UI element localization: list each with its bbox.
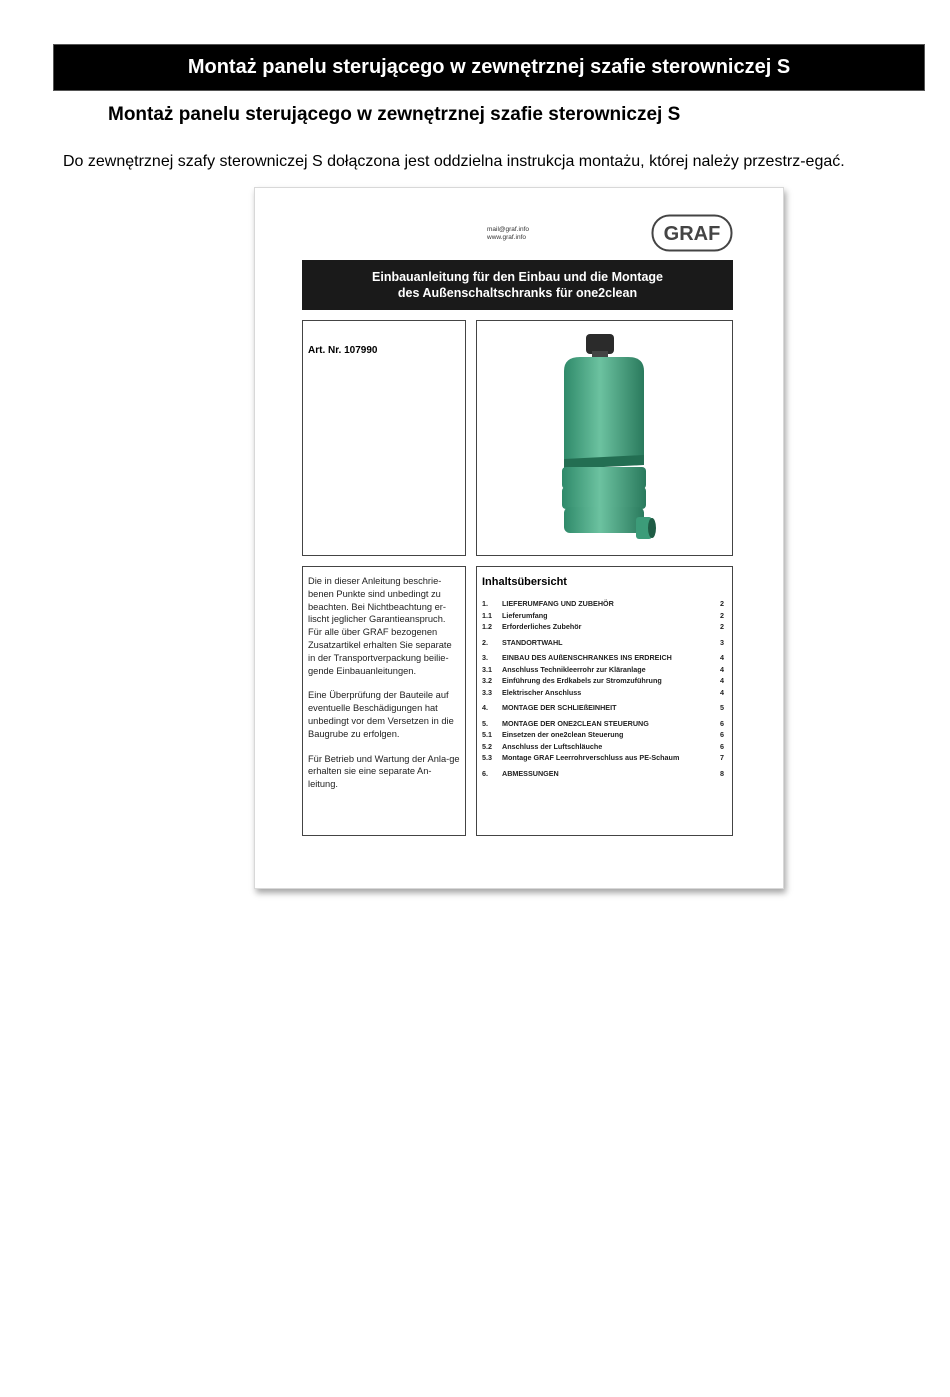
toc-page: 3 (720, 637, 724, 647)
article-box (302, 320, 466, 556)
toc-number: 5.3 (482, 753, 492, 762)
toc-number: 1.2 (482, 622, 492, 631)
manual-email: mail@graf.info (487, 226, 530, 233)
manual-title (302, 260, 733, 310)
toc-page: 2 (720, 622, 724, 631)
toc-number: 1.1 (482, 610, 492, 620)
graf-logo (651, 214, 733, 252)
toc-label: STANDORTWAHL (502, 637, 563, 647)
toc-page: 5 (720, 703, 724, 712)
toc-label: MONTAGE DER ONE2CLEAN STEUERUNG (502, 718, 649, 728)
toc-page: 4 (720, 653, 724, 662)
toc-label: ABMESSUNGEN (502, 768, 559, 778)
toc-label: MONTAGE DER SCHLIEßEINHEIT (502, 703, 617, 712)
manual-contact (487, 226, 529, 242)
toc-number: 4. (482, 703, 488, 712)
toc-label: Einführung des Erdkabels zur Stromzuführung (502, 676, 662, 685)
toc-label: Montage GRAF Leerrohrverschluss aus PE-Schaum (502, 753, 680, 762)
manual-web: www.graf.info (487, 234, 527, 241)
toc-number: 3.1 (482, 664, 492, 674)
toc-page: 4 (720, 676, 724, 685)
toc-row (482, 729, 724, 741)
toc-label: Erforderliches Zubehör (502, 622, 582, 631)
toc-row (482, 598, 724, 610)
toc-page: 6 (720, 741, 724, 751)
toc-number: 6. (482, 768, 488, 778)
toc-number: 5.1 (482, 730, 492, 739)
product-cabinet-illustration (550, 331, 660, 546)
toc-label: Anschluss der Luftschläuche (502, 741, 603, 751)
intro-paragraph: Do zewnętrznej szafy sterowniczej S dołączona jest oddzielna instrukcja montażu, której należy przestrz-egać. (63, 153, 845, 170)
toc-row (482, 718, 724, 730)
toc-label: Einsetzen der one2clean Steuerung (502, 730, 624, 739)
toc-number: 3. (482, 653, 488, 662)
toc-page: 2 (720, 610, 724, 620)
product-photo-box (476, 320, 733, 556)
toc-row (482, 621, 724, 633)
toc-label: EINBAU DES AUßENSCHRANKES INS ERDREICH (502, 653, 672, 662)
toc-row (482, 652, 724, 664)
note-paragraph: Für Betrieb und Wartung der Anla-ge erhalten sie eine separate An-leitung. (308, 753, 460, 790)
toc-number: 3.3 (482, 687, 492, 697)
toc-label: Anschluss Technikleerrohr zur Kläranlage (502, 664, 646, 674)
toc-row (482, 752, 724, 764)
toc-page: 6 (720, 730, 724, 739)
toc-row (482, 675, 724, 687)
manual-cover-image (254, 187, 784, 889)
toc-page: 6 (720, 718, 724, 728)
toc-number: 5.2 (482, 741, 492, 751)
note-paragraph: Eine Überprüfung der Bauteile auf eventuelle Beschädigungen hat unbedingt vor dem Versetzen in die Baugrube zu erfolgen. (308, 690, 454, 739)
toc-row (482, 687, 724, 699)
page-banner-title: Montaż panelu sterującego w zewnętrznej szafie sterowniczej S (53, 44, 925, 91)
toc-row (482, 741, 724, 753)
toc-row (482, 702, 724, 714)
notes-box (302, 566, 466, 836)
section-heading: Montaż panelu sterującego w zewnętrznej szafie sterowniczej S (108, 104, 681, 125)
toc-label: Elektrischer Anschluss (502, 687, 582, 697)
toc-page: 8 (720, 768, 724, 778)
toc-row (482, 768, 724, 780)
article-number: Art. Nr. 107990 (308, 345, 378, 356)
toc-label: Lieferumfang (502, 610, 548, 620)
graf-logo-text: GRAF (663, 223, 721, 245)
toc-row (482, 664, 724, 676)
note-paragraph: Die in dieser Anleitung beschrie-benen Punkte sind unbedingt zu beachten. Bei Nichtbeachtung er-lischt jeglicher Garantieanspruch. Für alle über GRAF bezogenen Zusatzartikel erhalten Sie separate in der Transportverpackung beilie-gende Einbauanleitungen. (308, 576, 452, 676)
toc-row (482, 637, 724, 649)
toc-number: 3.2 (482, 676, 492, 685)
toc-title: Inhaltsübersicht (482, 576, 567, 588)
toc-page: 4 (720, 687, 724, 697)
toc-number: 5. (482, 718, 488, 728)
table-of-contents (476, 566, 733, 836)
toc-list (482, 598, 724, 779)
toc-page: 2 (720, 599, 724, 608)
toc-page: 4 (720, 664, 724, 674)
toc-number: 1. (482, 599, 488, 608)
toc-row (482, 610, 724, 622)
toc-page: 7 (720, 753, 724, 762)
manual-title-line1: Einbauanleitung für den Einbau und die Montage (372, 270, 663, 284)
toc-number: 2. (482, 637, 488, 647)
manual-title-line2: des Außenschaltschranks für one2clean (397, 286, 638, 300)
toc-label: LIEFERUMFANG UND ZUBEHÖR (502, 599, 614, 608)
